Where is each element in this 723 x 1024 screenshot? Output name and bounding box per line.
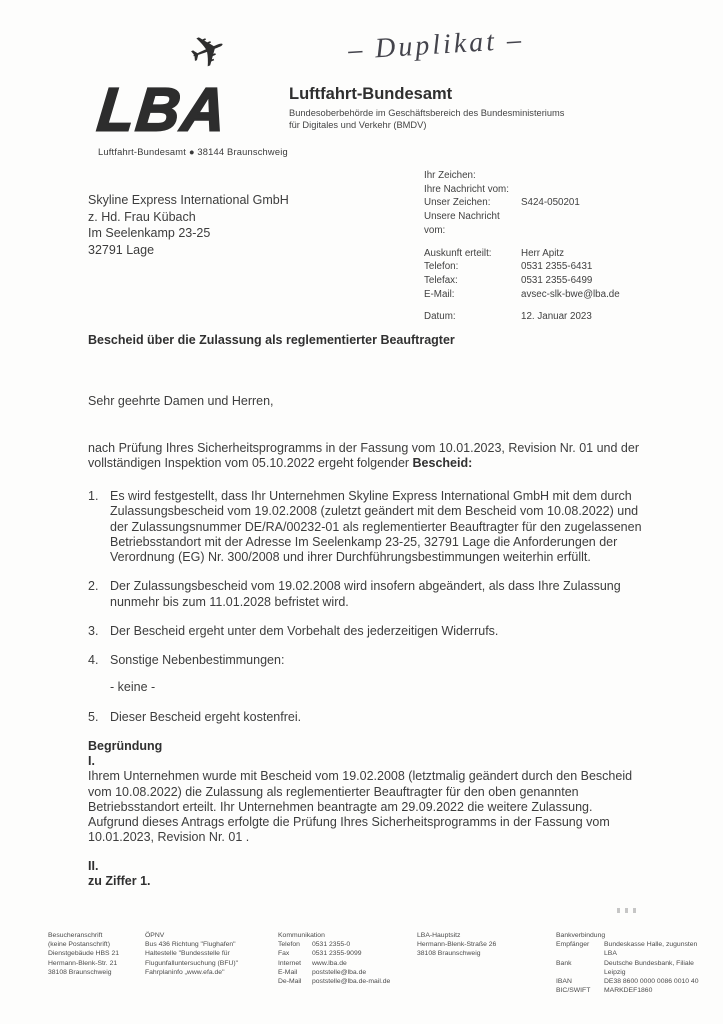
item-text: Dieser Bescheid ergeht kostenfrei. bbox=[110, 709, 302, 724]
recipient-city: 32791 Lage bbox=[88, 242, 155, 257]
footer-bank-value: MARKDEF1860 bbox=[604, 987, 653, 995]
ref-row-auskunft bbox=[424, 247, 620, 261]
lba-logo bbox=[94, 21, 273, 144]
intro-bold: Bescheid: bbox=[412, 455, 473, 470]
ref-row-telefon bbox=[424, 260, 620, 274]
intro-paragraph bbox=[88, 441, 644, 472]
footer-bank-row bbox=[556, 959, 705, 977]
footer-comm-value: 0531 2355-0 bbox=[312, 941, 351, 949]
ref-row-ihre-nachricht bbox=[424, 183, 620, 197]
footer-transit-line: Fahrplaninfo „www.efa.de" bbox=[145, 968, 225, 976]
footer-comm-value: www.lba.de bbox=[312, 959, 347, 967]
airplane-icon: ✈ bbox=[181, 21, 235, 82]
footer-bank-value: Deutsche Bundesbank, Filiale Leipzig bbox=[604, 959, 694, 976]
footer-bank-value: DE38 8600 0000 0086 0010 40 bbox=[604, 977, 699, 985]
footer-comm-row bbox=[278, 968, 407, 977]
footer-comm-label: E-Mail bbox=[278, 968, 298, 976]
ref-row-unsere-nachricht bbox=[424, 210, 620, 237]
ref-value-telefax: 0531 2355-6499 bbox=[521, 274, 593, 286]
decision-item-4 bbox=[88, 653, 644, 668]
footer-bank-label: Empfänger bbox=[556, 941, 590, 949]
footer-comm-row bbox=[278, 949, 407, 958]
footer-comm-value: poststelle@lba.de-mail.de bbox=[312, 977, 391, 985]
ref-label: Auskunft erteilt: bbox=[424, 247, 492, 259]
footer-bank-label: Bank bbox=[556, 959, 572, 967]
footer-comm-label: Internet bbox=[278, 959, 302, 967]
reference-group-zeichen bbox=[424, 169, 620, 238]
footer-comm-value: 0531 2355-9099 bbox=[312, 950, 362, 958]
footer-hq-line: Hermann-Blenk-Straße 26 bbox=[417, 941, 497, 949]
ref-row-ihr-zeichen bbox=[424, 169, 620, 183]
ref-row-telefax bbox=[424, 274, 620, 288]
item-number: 5. bbox=[88, 709, 99, 724]
salutation: Sehr geehrte Damen und Herren, bbox=[88, 394, 274, 409]
section-1-heading: I. bbox=[88, 754, 95, 768]
footer-bank-row bbox=[556, 986, 705, 995]
ref-value bbox=[521, 210, 620, 237]
item-number: 2. bbox=[88, 579, 99, 594]
item-number: 4. bbox=[88, 653, 99, 667]
footer-visitor-address bbox=[48, 931, 135, 995]
item-text: Der Bescheid ergeht unter dem Vorbehalt des jederzeitigen Widerrufs. bbox=[110, 623, 499, 638]
reference-block bbox=[424, 169, 620, 324]
sender-return-address-line: Luftfahrt-Bundesamt ● 38144 Braunschweig bbox=[98, 147, 288, 157]
footer-bank-row bbox=[556, 977, 705, 986]
ref-row-unser-zeichen bbox=[424, 196, 620, 210]
subject-line: Bescheid über die Zulassung als reglementierter Beauftragter bbox=[88, 333, 455, 347]
footer-comm-value: poststelle@lba.de bbox=[312, 968, 367, 976]
footer-visitor-line: (keine Postanschrift) bbox=[48, 941, 110, 949]
reference-group-kontakt bbox=[424, 247, 620, 302]
footer-comm-label: Fax bbox=[278, 950, 290, 958]
ref-label: E-Mail: bbox=[424, 288, 455, 300]
footer-bank-value: Bundeskasse Halle, zugunsten LBA bbox=[604, 941, 698, 958]
agency-name: Luftfahrt-Bundesamt bbox=[289, 85, 453, 103]
footer-visitor-line: Dienstgebäude HBS 21 bbox=[48, 950, 120, 958]
footer-comm-row bbox=[278, 977, 407, 986]
ref-label-datum: Datum: bbox=[424, 311, 456, 323]
decision-item-3 bbox=[88, 624, 644, 639]
footer-bank-label: BIC/SWIFT bbox=[556, 987, 591, 995]
section-1-text: Ihrem Unternehmen wurde mit Bescheid vom 19.02.2008 (letztmalig geändert durch den Bescheid vom 10.08.2022) die Zulassung als reglementierter Beauftragter für den oben genannten Betriebsstandort erteilt. Ihr Unternehmen beantragte am 29.09.2022 die weitere Zulassung. Aufgrund dieses Antrags erfolgte die Prüfung Ihres Sicherheitsprogramms in der Fassung vom 10.01.2023, Revision Nr. 01 . bbox=[88, 769, 633, 845]
footer-transit-line: Bus 436 Richtung "Flughafen" bbox=[145, 941, 236, 949]
agency-title-block bbox=[289, 85, 564, 132]
decision-item-4-sub: - keine - bbox=[110, 680, 156, 695]
footer-bank-title: Bankverbindung bbox=[556, 932, 606, 939]
scan-artifact-mark bbox=[617, 908, 641, 913]
ref-label: Telefon: bbox=[424, 261, 459, 273]
section-2-heading: II. bbox=[88, 858, 99, 873]
ref-value-email: avsec-slk-bwe@lba.de bbox=[521, 288, 620, 300]
recipient-address-block bbox=[88, 192, 289, 259]
agency-subtitle-line1: Bundesoberbehörde im Geschäftsbereich des Bundesministeriums bbox=[289, 108, 565, 118]
footer-transit-line: Flugunfalluntersuchung (BFU)" bbox=[145, 959, 239, 967]
ref-value-datum: 12. Januar 2023 bbox=[521, 311, 592, 323]
decision-item-2 bbox=[88, 579, 644, 610]
footer-communication bbox=[278, 931, 407, 995]
ref-label: Ihre Nachricht vom: bbox=[424, 183, 509, 195]
footer-bank-row bbox=[556, 940, 705, 958]
agency-subtitle-line2: für Digitales und Verkehr (BMDV) bbox=[289, 120, 427, 131]
ref-row-datum bbox=[424, 310, 620, 324]
footer-comm-label: Telefon bbox=[278, 941, 300, 949]
letter-footer bbox=[48, 931, 715, 995]
footer-comm-label: De-Mail bbox=[278, 977, 302, 985]
ref-value-unser-zeichen: S424-050201 bbox=[521, 197, 580, 209]
footer-bank-details bbox=[556, 931, 705, 995]
item-text: Sonstige Nebenbestimmungen: bbox=[110, 653, 285, 667]
ref-value bbox=[521, 183, 620, 197]
item-number: 3. bbox=[88, 623, 99, 638]
decision-item-1 bbox=[88, 489, 644, 565]
ref-value-auskunft: Herr Apitz bbox=[521, 247, 565, 259]
item-number: 1. bbox=[88, 489, 99, 503]
footer-hq-line: 38108 Braunschweig bbox=[417, 950, 481, 958]
ref-row-email bbox=[424, 288, 620, 302]
footer-communication-title: Kommunikation bbox=[278, 932, 325, 939]
footer-visitor-line: Hermann-Blenk-Str. 21 bbox=[48, 959, 118, 967]
begruendung-heading: Begründung bbox=[88, 738, 163, 753]
recipient-company: Skyline Express International GmbH bbox=[88, 193, 289, 207]
footer-transit-info bbox=[145, 931, 268, 995]
item-text: Es wird festgestellt, dass Ihr Unternehmen Skyline Express International GmbH mit dem durch Zulassungsbescheid vom 19.02.2008 (zuletzt geändert mit dem Bescheid vom 10.08.2022) und der Zulassungsnummer DE/RA/00232-01 als reglementierter Beauftragter für den zugelassenen Betriebsstandort mit der Adresse Im Seelenkamp 23-25, 32791 Lage die Anforderungen der Verordnung (EG) Nr. 300/2008 und ihrer Durchführungsbestimmungen weiterhin erfüllt. bbox=[110, 489, 642, 564]
footer-comm-row bbox=[278, 959, 407, 968]
footer-bank-label: IBAN bbox=[556, 977, 572, 985]
lba-logo-text: LBA bbox=[94, 75, 231, 144]
ref-value-telefon: 0531 2355-6431 bbox=[521, 261, 593, 273]
ref-value bbox=[521, 169, 620, 183]
handwritten-duplikat-annotation: – Duplikat – bbox=[347, 24, 525, 66]
footer-comm-row bbox=[278, 940, 407, 949]
ref-label: Telefax: bbox=[424, 274, 458, 286]
begruendung-section bbox=[88, 739, 644, 889]
footer-transit-title: ÖPNV bbox=[145, 932, 165, 939]
section-2-subheading: zu Ziffer 1. bbox=[88, 873, 151, 888]
footer-transit-line: Haltestelle "Bundesstelle für bbox=[145, 950, 230, 958]
intro-text: nach Prüfung Ihres Sicherheitsprogramms in der Fassung vom 10.01.2023, Revision Nr. 01 und der vollständigen Inspektion vom 05.10.2022 ergeht folgender bbox=[88, 440, 639, 470]
footer-visitor-title: Besucheranschrift bbox=[48, 932, 103, 939]
footer-headquarters bbox=[417, 931, 546, 995]
ref-label: Ihr Zeichen: bbox=[424, 170, 476, 181]
footer-visitor-line: 38108 Braunschweig bbox=[48, 968, 112, 976]
ref-label: Unsere Nachricht vom: bbox=[424, 211, 500, 236]
section-gap bbox=[88, 846, 644, 859]
decision-item-5 bbox=[88, 710, 644, 725]
recipient-attention: z. Hd. Frau Kübach bbox=[88, 209, 196, 224]
letter-body bbox=[88, 333, 644, 889]
recipient-street: Im Seelenkamp 23-25 bbox=[88, 226, 211, 241]
ref-label: Unser Zeichen: bbox=[424, 197, 491, 209]
footer-hq-title: LBA-Hauptsitz bbox=[417, 932, 461, 939]
item-text: Der Zulassungsbescheid vom 19.02.2008 wird insofern abgeändert, als dass Ihre Zulassung nunmehr bis zum 11.01.2028 befristet wird. bbox=[110, 579, 621, 609]
